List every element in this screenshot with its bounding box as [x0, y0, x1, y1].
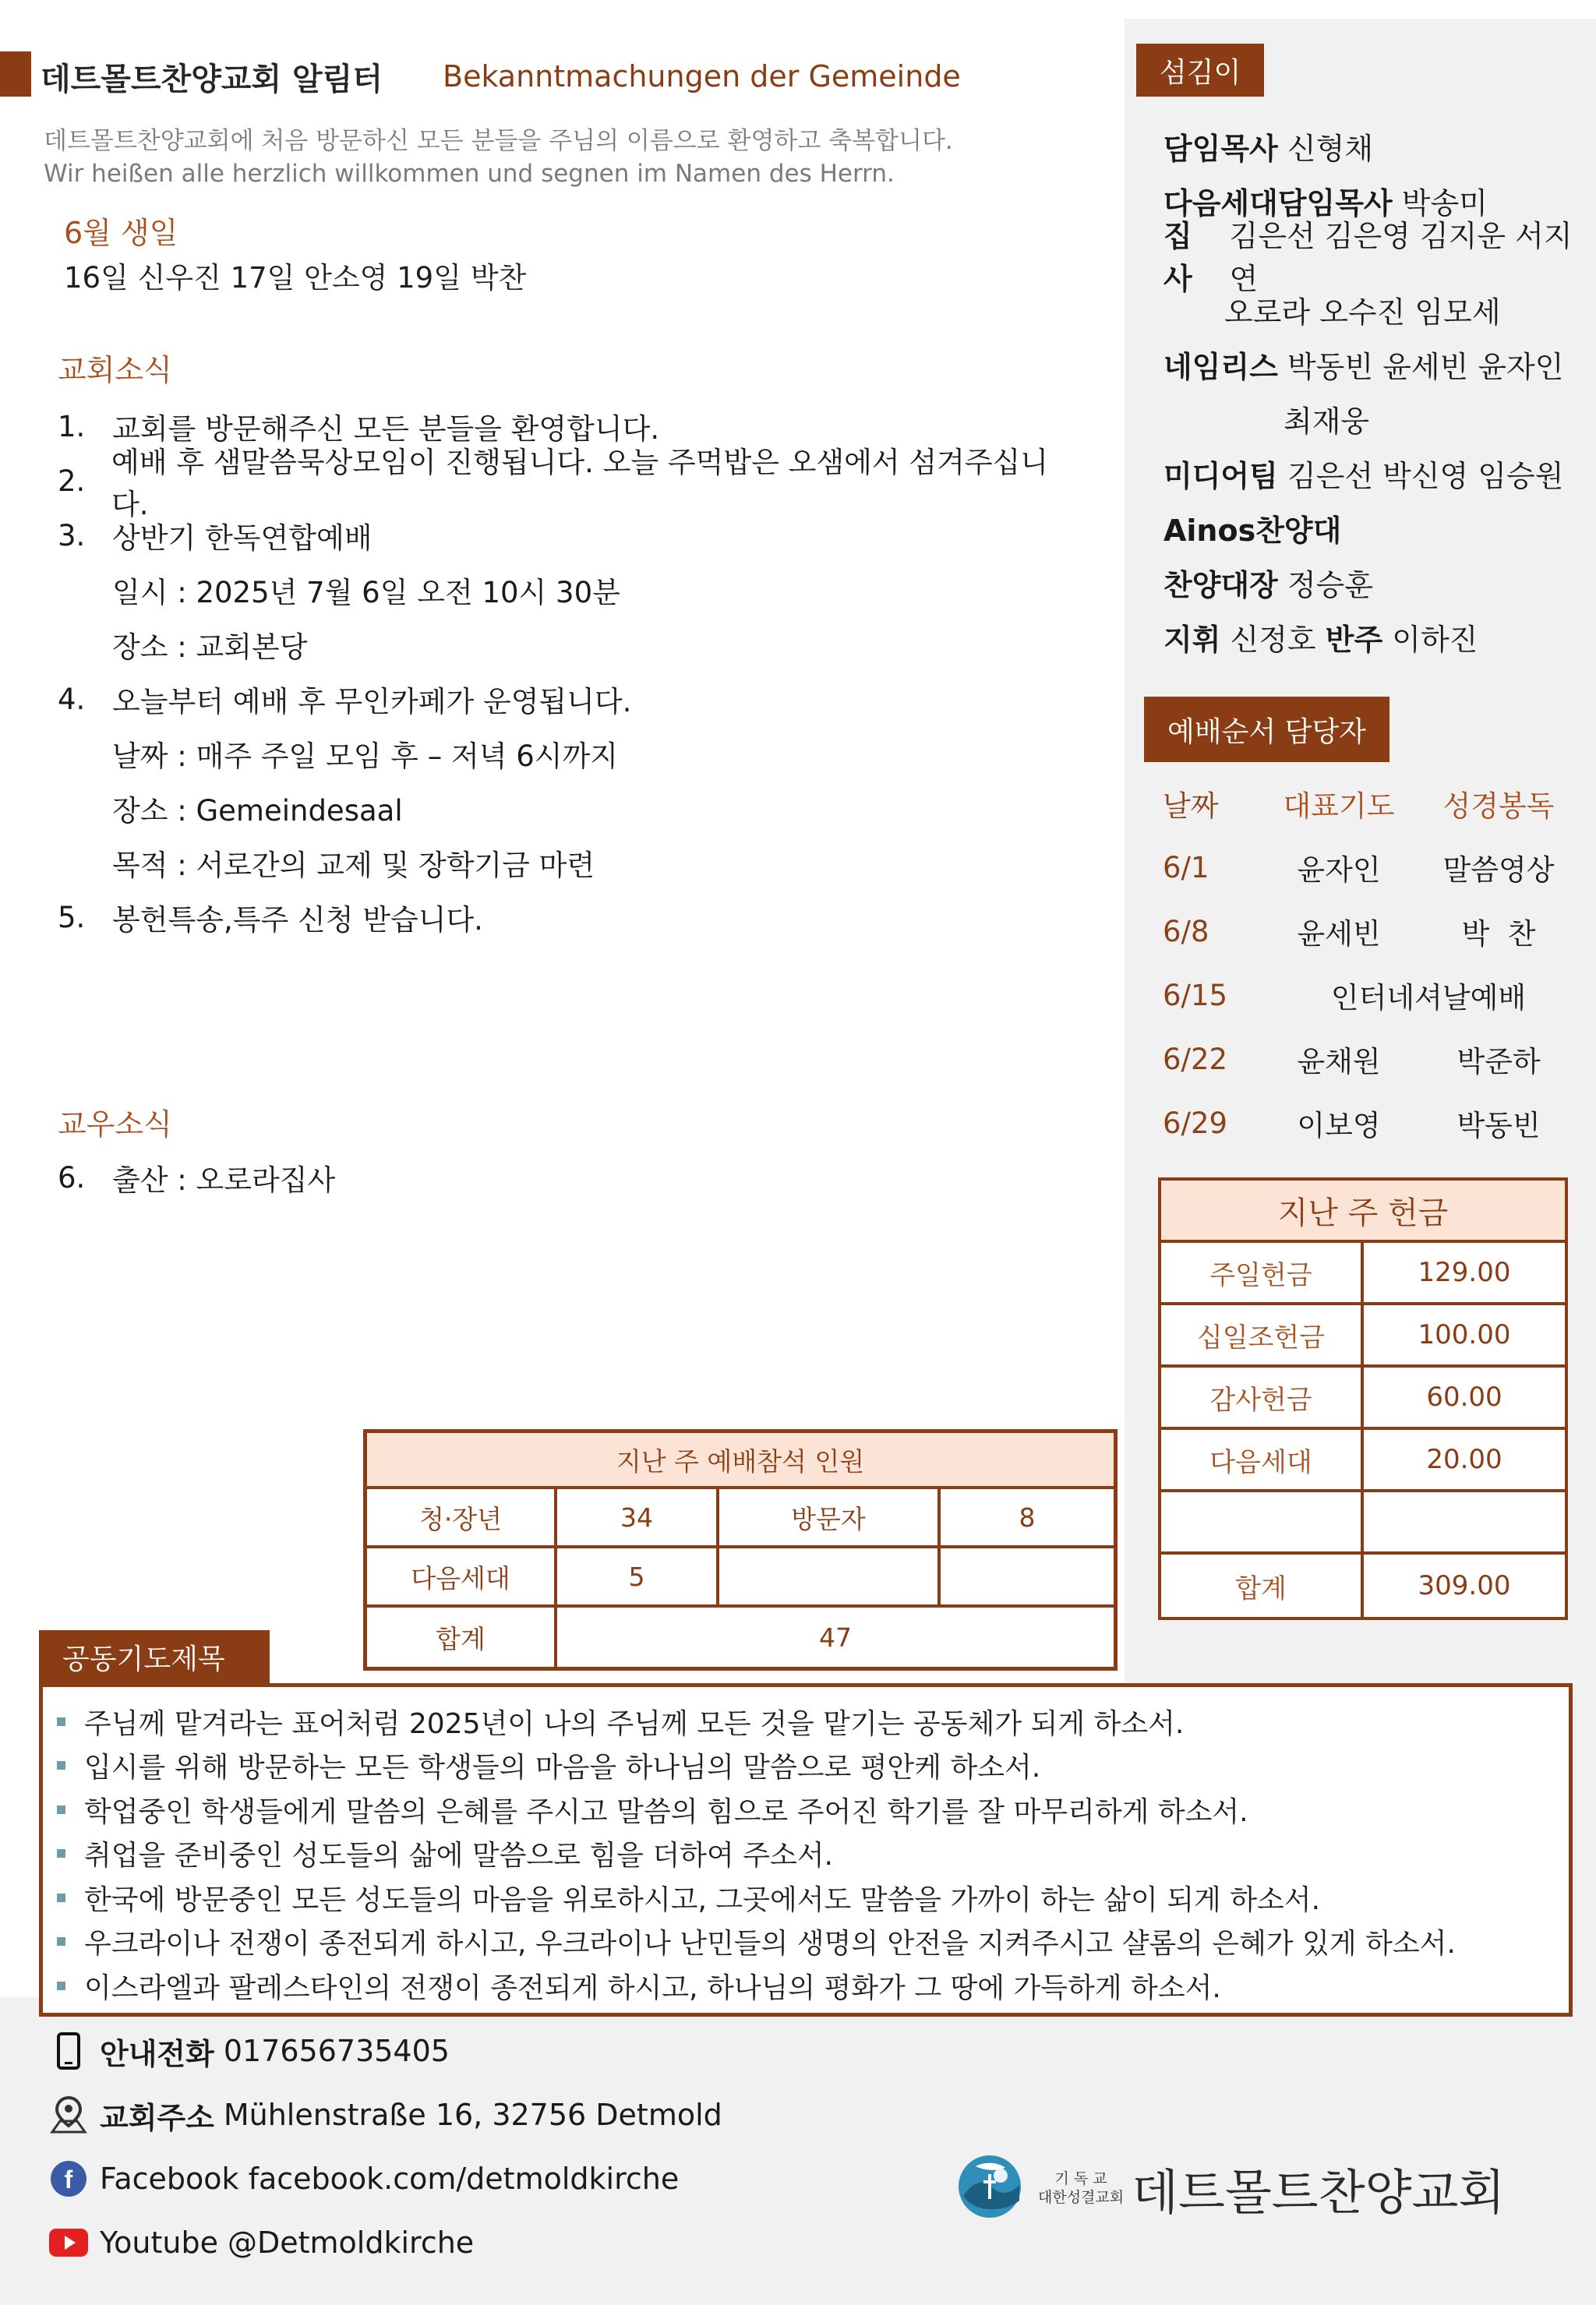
- list-item: 장소 : Gemeindesaal: [112, 794, 403, 828]
- bullet-icon: [57, 1937, 65, 1946]
- birthday-heading: 6월 생일: [64, 216, 178, 250]
- logo-subtitle: 기 독 교 대한성결교회: [1038, 2170, 1125, 2206]
- table-header-row: 날짜 대표기도 성경봉독: [1163, 789, 1555, 823]
- servants-list: [1163, 118, 1596, 664]
- list-item: 주님께 맡겨라는 표어처럼 2025년이 나의 주님께 모든 것을 맡기는 공동체가 되게 하소서.: [57, 1700, 1569, 1744]
- worship-order-label: 예배순서 담당자: [1144, 697, 1389, 762]
- servant-row: 오로라 오수진 임모세: [1224, 295, 1501, 330]
- church-news-heading: 교회소식: [58, 353, 172, 387]
- list-item: 2. 예배 후 샘말씀묵상모임이 진행됩니다. 오늘 주먹밥은 오샘에서 섬겨주십니다.: [58, 446, 1049, 521]
- servants-label: 섬김이: [1136, 44, 1264, 97]
- list-item: 학업중인 학생들에게 말씀의 은혜를 주시고 말씀의 힘으로 주어진 학기를 잘 마무리하게 하소서.: [57, 1788, 1569, 1832]
- list-item: 목적 : 서로간의 교제 및 장학기금 마련: [112, 849, 595, 882]
- church-news-list: [58, 399, 1071, 944]
- list-item: 3. 상반기 한독연합예배: [58, 518, 373, 555]
- church-logo: [952, 2151, 1505, 2226]
- list-item: 장소 : 교회본당: [112, 630, 308, 664]
- logo-church-name: 데트몰트찬양교회: [1132, 2163, 1506, 2221]
- bullet-icon: [57, 1806, 65, 1814]
- bullet-icon: [57, 1761, 65, 1770]
- table-row: 6/15 인터네셔날예배: [1163, 978, 1527, 1015]
- list-item: 취업을 준비중인 성도들의 삶에 말씀으로 힘을 더하여 주소서.: [57, 1832, 1569, 1876]
- list-item: 6. 출산 : 오로라집사: [58, 1160, 336, 1197]
- member-news-list: [58, 1150, 1071, 1205]
- servant-row: 최재웅: [1284, 404, 1370, 439]
- table-row: 다음세대 20.00: [1161, 1430, 1565, 1492]
- attendance-table: [363, 1429, 1118, 1671]
- welcome-german: Wir heißen alle herzlich willkommen und segnen im Namen des Herrn.: [44, 160, 895, 188]
- prayer-list: [39, 1683, 1573, 2017]
- bullet-icon: [57, 1717, 65, 1726]
- contact-phone: 안내전화 017656735405: [48, 2028, 450, 2074]
- facebook-icon: [48, 2159, 89, 2199]
- offering-title: 지난 주 헌금: [1161, 1181, 1565, 1243]
- member-news-heading: 교우소식: [58, 1107, 172, 1142]
- table-row: 감사헌금 60.00: [1161, 1368, 1565, 1430]
- list-item: 1. 교회를 방문해주신 모든 분들을 환영합니다.: [58, 409, 660, 446]
- servant-row: 네임리스 박동빈 윤세빈 윤자인: [1163, 349, 1564, 384]
- title-accent-bar: [0, 51, 31, 97]
- servant-row: Ainos찬양대: [1163, 513, 1342, 548]
- church-emblem-icon: [952, 2151, 1030, 2226]
- svg-text:f: f: [64, 2166, 73, 2194]
- table-row: 청·장년 34 방문자 8: [367, 1489, 1114, 1548]
- servant-row: 지휘 신정호 반주 이하진: [1163, 622, 1478, 657]
- table-row: 주일헌금 129.00: [1161, 1243, 1565, 1305]
- list-item: 날짜 : 매주 주일 모임 후 – 저녁 6시까지: [112, 740, 618, 773]
- bullet-icon: [57, 1894, 65, 1902]
- contact-address: 교회주소 Mühlenstraße 16, 32756 Detmold: [48, 2091, 722, 2138]
- list-item: 이스라엘과 팔레스타인의 전쟁이 종전되게 하시고, 하나님의 평화가 그 땅에 가득하게 하소서.: [57, 1964, 1569, 2008]
- bullet-icon: [57, 1982, 65, 1990]
- table-row: 6/1 윤자인 말씀영상: [1163, 850, 1555, 887]
- phone-icon: [48, 2031, 89, 2071]
- contact-facebook[interactable]: f Facebook facebook.com/detmoldkirche: [48, 2155, 679, 2202]
- bullet-icon: [57, 1849, 65, 1858]
- list-item: 4. 오늘부터 예배 후 무인카페가 운영됩니다.: [58, 682, 632, 718]
- list-item: 일시 : 2025년 7월 6일 오전 10시 30분: [112, 576, 620, 609]
- servant-row: 집사 김은선 김은영 김지운 서지연: [1163, 219, 1573, 296]
- servant-row: 찬양대장 정승훈: [1163, 567, 1374, 602]
- list-item: 입시를 위해 방문하는 모든 학생들의 마음을 하나님의 말씀으로 평안케 하소서.: [57, 1744, 1569, 1788]
- table-row: 6/22 윤채원 박준하: [1163, 1042, 1541, 1078]
- birthday-text: 16일 신우진 17일 안소영 19일 박찬: [64, 261, 527, 295]
- page-title: 데트몰트찬양교회 알림터: [41, 62, 383, 97]
- table-row: 다음세대 5: [367, 1548, 1114, 1608]
- list-item: 5. 봉헌특송,특주 신청 받습니다.: [58, 900, 483, 937]
- page-subtitle-german: Bekanntmachungen der Gemeinde: [443, 59, 961, 94]
- contact-youtube[interactable]: Youtube @Detmoldkirche: [48, 2219, 474, 2266]
- table-row-total: 합계 47: [367, 1608, 1114, 1667]
- worship-order-table: [1152, 771, 1588, 1155]
- welcome-message: [44, 125, 953, 190]
- list-item: 우크라이나 전쟁이 종전되게 하시고, 우크라이나 난민들의 생명의 안전을 지켜주시고 샬롬의 은혜가 있게 하소서.: [57, 1920, 1569, 1964]
- servant-row: 담임목사 신형채: [1163, 131, 1374, 166]
- map-pin-icon: [48, 2095, 89, 2135]
- servant-row: 미디어팀 김은선 박신영 임승원: [1163, 458, 1564, 493]
- table-row: 6/29 이보영 박동빈: [1163, 1106, 1541, 1142]
- table-row: 6/8 윤세빈 박 찬: [1163, 914, 1536, 951]
- prayer-label: 공동기도제목: [39, 1630, 270, 1683]
- table-row: [1161, 1492, 1565, 1555]
- attendance-title: 지난 주 예배참석 인원: [367, 1433, 1114, 1489]
- table-row-total: 합계 309.00: [1161, 1555, 1565, 1617]
- table-row: 십일조헌금 100.00: [1161, 1305, 1565, 1368]
- list-item: 한국에 방문중인 모든 성도들의 마음을 위로하시고, 그곳에서도 말씀을 가까이 하는 삶이 되게 하소서.: [57, 1876, 1569, 1920]
- youtube-icon: [48, 2222, 89, 2263]
- offering-table: [1158, 1177, 1568, 1620]
- welcome-korean: 데트몰트찬양교회에 처음 방문하신 모든 분들을 주님의 이름으로 환영하고 축복합니다.: [44, 127, 953, 155]
- servant-row: 다음세대담임목사 박송미: [1163, 185, 1488, 221]
